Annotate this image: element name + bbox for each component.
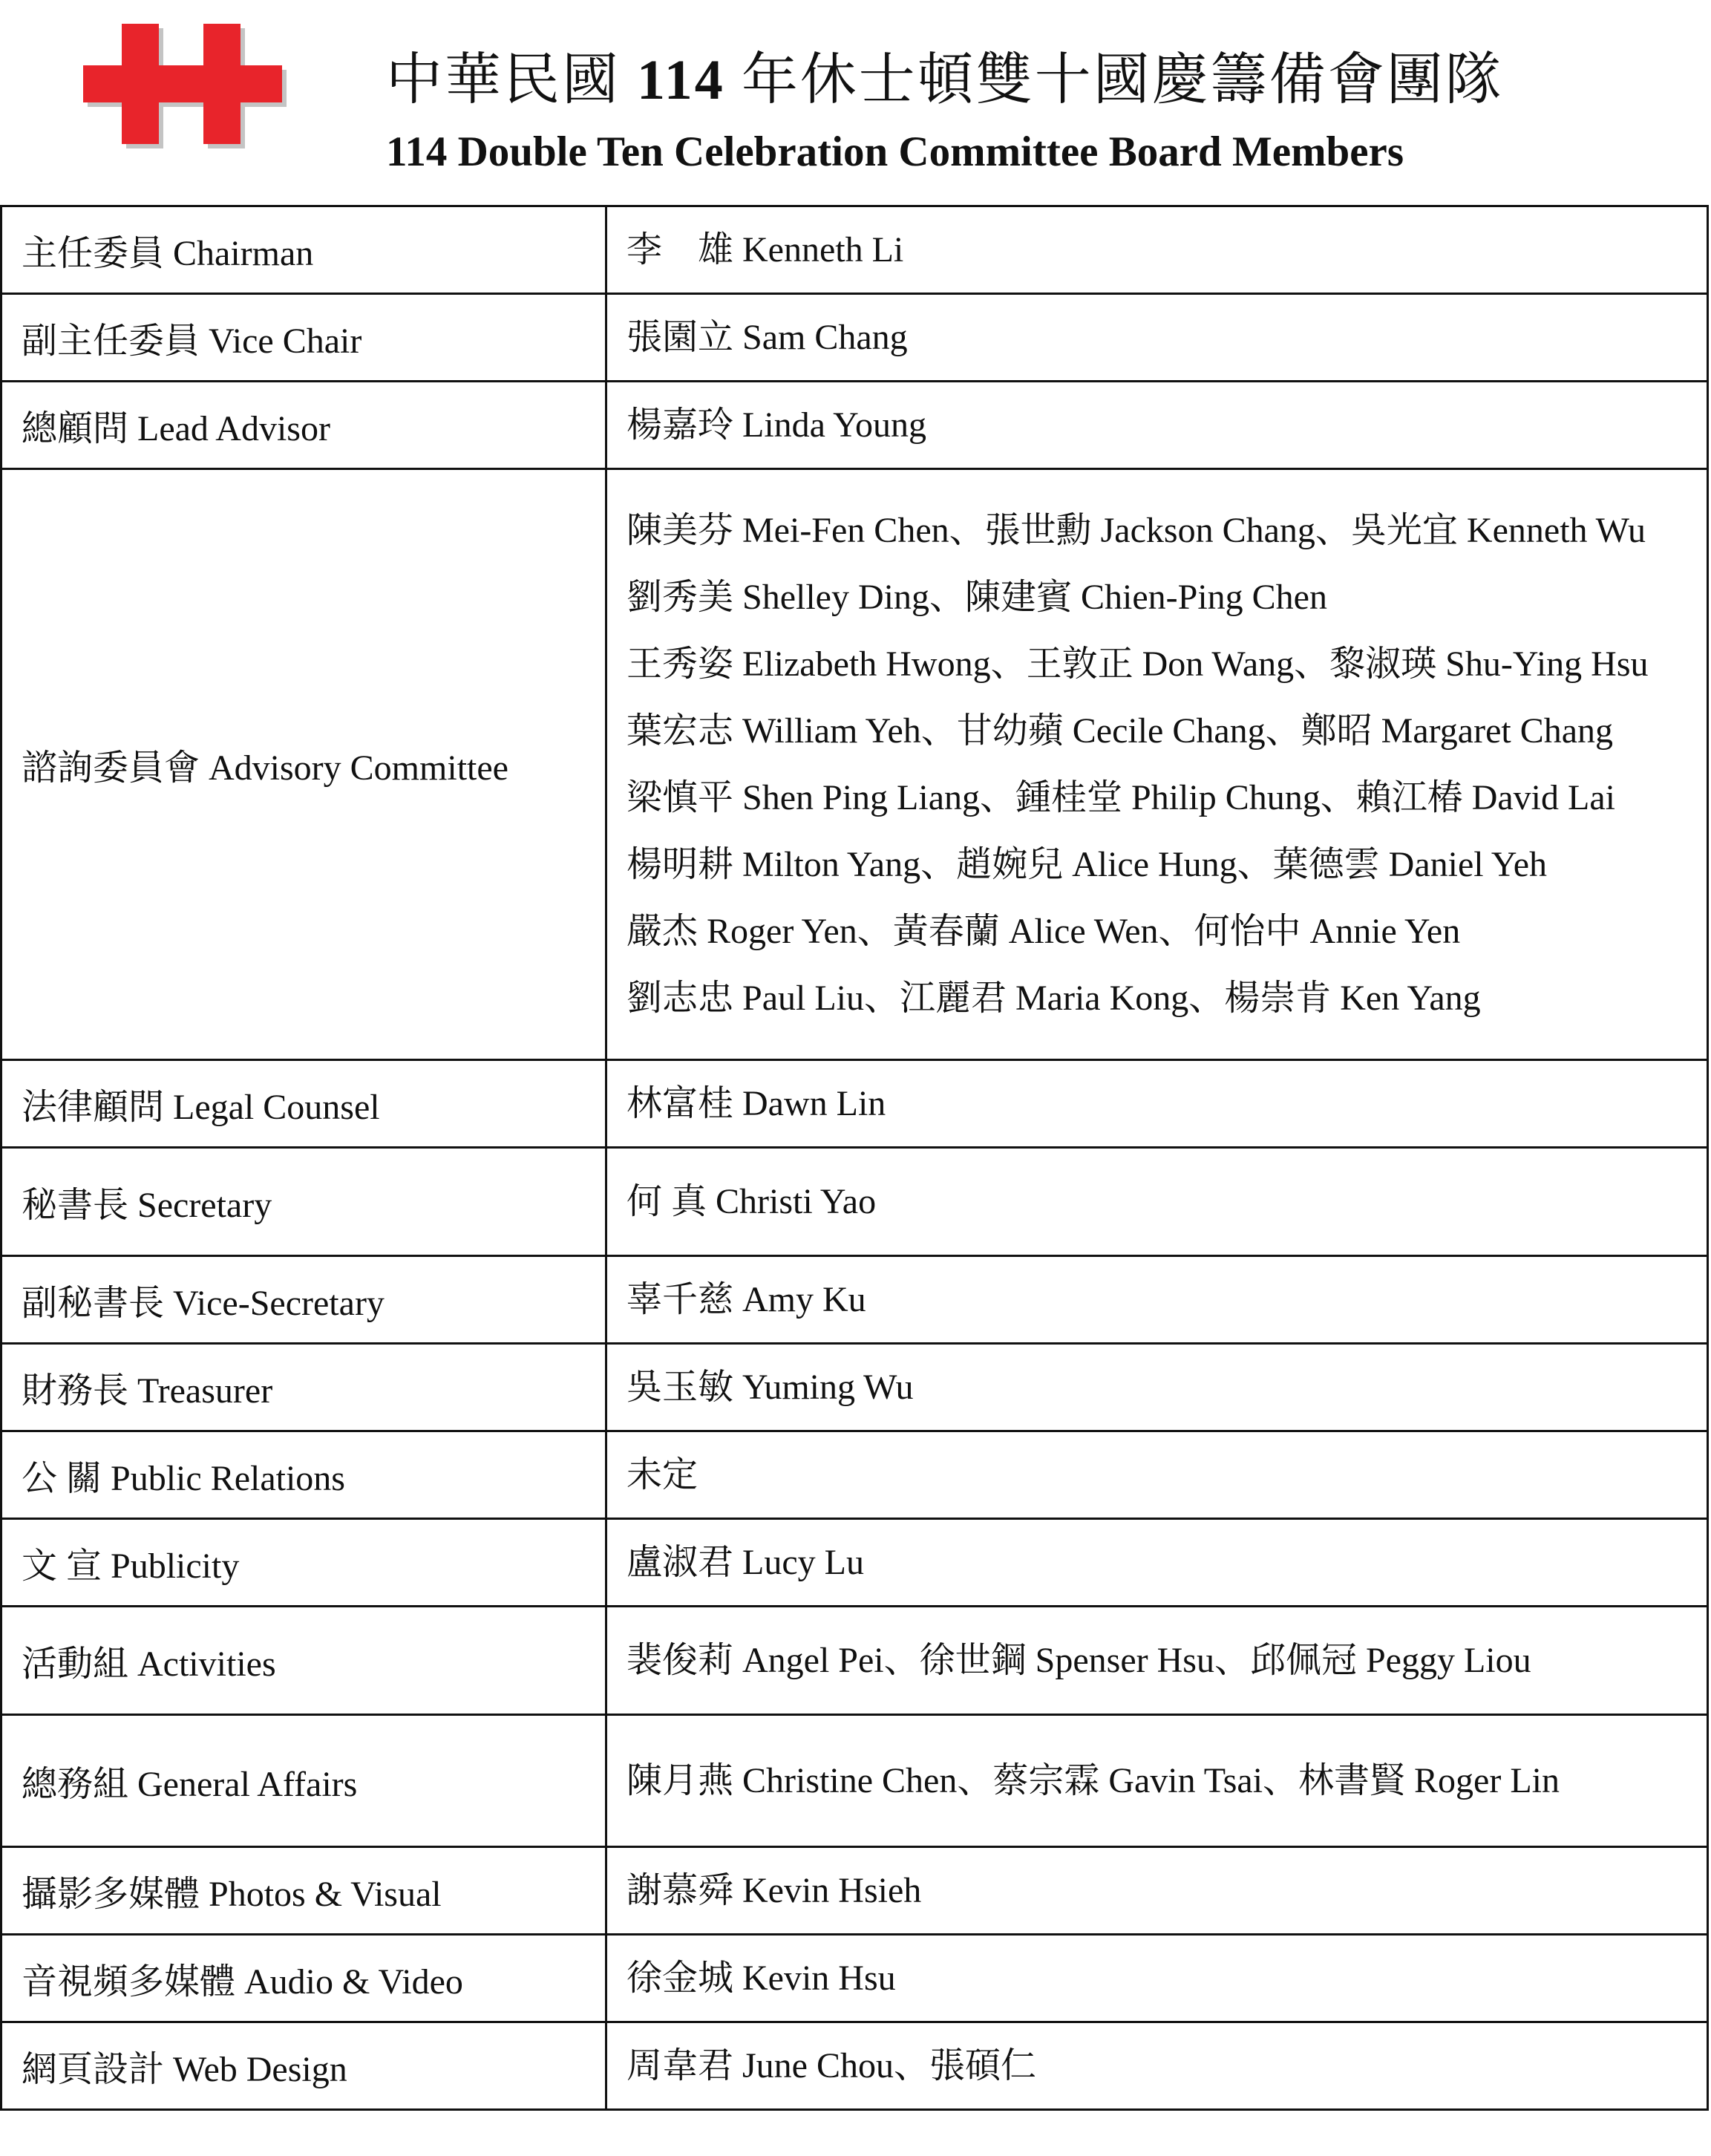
member-names-line: 未定 [627,1454,699,1494]
role-cell: 文 宣 Publicity [1,1519,606,1607]
role-cell: 秘書長 Secretary [1,1148,606,1256]
names-cell [606,1607,1708,1715]
role-cell: 網頁設計 Web Design [1,2022,606,2110]
table-row [1,1607,1708,1715]
role-cell: 法律顧問 Legal Counsel [1,1060,606,1148]
member-names-line: 陳月燕 Christine Chen、蔡宗霖 Gavin Tsai、林書賢 Roger Lin [627,1760,1560,1800]
names-cell [606,294,1708,382]
role-cell: 公 關 Public Relations [1,1431,606,1519]
names-cell [606,1935,1708,2022]
names-cell [606,382,1708,469]
board-members-body [1,206,1708,2110]
member-names-line: 張園立 Sam Chang [627,317,908,357]
member-names-line: 劉秀美 Shelley Ding、陳建賓 Chien-Ping Chen [627,577,1327,617]
page-title-english: 114 Double Ten Celebration Committee Board Members [386,128,1404,175]
member-names-line: 劉志忠 Paul Liu、江麗君 Maria Kong、楊崇肯 Ken Yang [627,978,1481,1018]
names-cell [606,1431,1708,1519]
names-cell [606,1256,1708,1344]
member-names-line: 嚴杰 Roger Yen、黃春蘭 Alice Wen、何怡中 Annie Yen [627,911,1461,951]
member-names-line: 梁慎平 Shen Ping Liang、鍾桂堂 Philip Chung、賴江椿 David Lai [627,777,1615,817]
names-cell [606,1847,1708,1935]
red-double-cross-icon [83,24,288,150]
names-cell [606,1148,1708,1256]
table-row [1,1060,1708,1148]
table-row [1,1148,1708,1256]
names-cell [606,1519,1708,1607]
page-header [0,0,1711,206]
names-cell [606,1344,1708,1431]
table-row [1,1344,1708,1431]
names-cell [606,206,1708,294]
role-cell: 活動組 Activities [1,1607,606,1715]
table-row [1,294,1708,382]
role-cell: 副主任委員 Vice Chair [1,294,606,382]
table-row [1,1847,1708,1935]
member-names-line: 林富桂 Dawn Lin [627,1083,886,1123]
role-cell: 主任委員 Chairman [1,206,606,294]
title-zh-year: 114 [637,49,725,111]
names-cell [606,2022,1708,2110]
member-names-line: 陳美芬 Mei-Fen Chen、張世勳 Jackson Chang、吳光宜 Kenneth Wu [627,510,1646,550]
role-cell: 攝影多媒體 Photos & Visual [1,1847,606,1935]
member-names-line: 李 雄 Kenneth Li [627,229,904,270]
names-cell [606,469,1708,1060]
board-members-table [0,205,1709,2111]
member-names-line: 謝慕舜 Kevin Hsieh [627,1870,922,1910]
table-row [1,1256,1708,1344]
member-names-line: 吳玉敏 Yuming Wu [627,1367,914,1407]
role-cell: 副秘書長 Vice-Secretary [1,1256,606,1344]
table-row [1,382,1708,469]
table-row [1,206,1708,294]
member-names-line: 何 真 Christi Yao [627,1181,877,1221]
member-names-line: 楊明耕 Milton Yang、趙婉兒 Alice Hung、葉德雲 Daniel Yeh [627,844,1548,884]
names-cell [606,1715,1708,1847]
table-row [1,469,1708,1060]
title-zh-post: 年休士頓雙十國慶籌備會團隊 [724,49,1504,111]
role-cell: 總顧問 Lead Advisor [1,382,606,469]
table-row [1,1715,1708,1847]
table-row [1,1935,1708,2022]
role-cell: 財務長 Treasurer [1,1344,606,1431]
title-zh-pre: 中華民國 [386,49,637,111]
page-title-chinese [386,43,1504,117]
member-names-line: 裴俊莉 Angel Pei、徐世鋼 Spenser Hsu、邱佩冠 Peggy Liou [627,1640,1531,1680]
member-names-line: 葉宏志 William Yeh、甘幼蘋 Cecile Chang、鄭昭 Margaret Chang [627,710,1614,751]
member-names-line: 徐金城 Kevin Hsu [627,1958,896,1998]
member-names-line: 楊嘉玲 Linda Young [627,405,927,445]
role-cell: 音視頻多媒體 Audio & Video [1,1935,606,2022]
table-row [1,1431,1708,1519]
table-row [1,1519,1708,1607]
role-cell: 總務組 General Affairs [1,1715,606,1847]
member-names-line: 盧淑君 Lucy Lu [627,1542,864,1582]
member-names-line: 周韋君 June Chou、張碩仁 [627,2045,1037,2085]
member-names-line: 王秀姿 Elizabeth Hwong、王敦正 Don Wang、黎淑瑛 Shu-Ying Hsu [627,644,1649,684]
names-cell [606,1060,1708,1148]
table-row [1,2022,1708,2110]
role-cell: 諮詢委員會 Advisory Committee [1,469,606,1060]
member-names-line: 辜千慈 Amy Ku [627,1279,866,1319]
